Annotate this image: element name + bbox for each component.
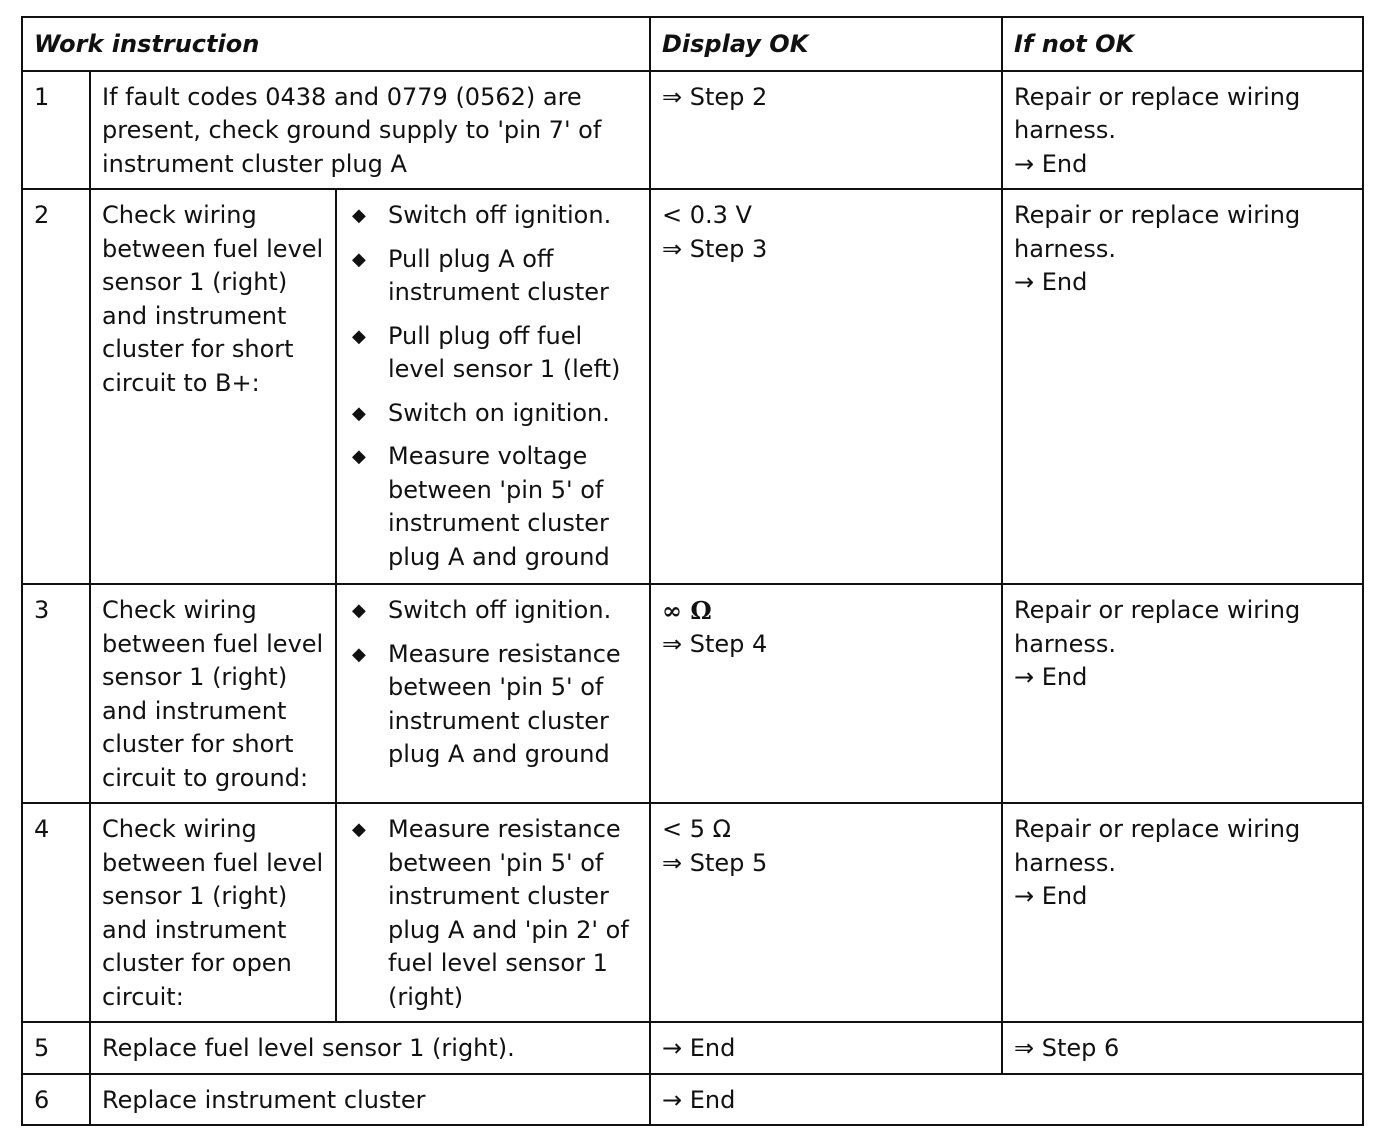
if-not-ok-text: Repair or replace wiring harness. (1014, 201, 1301, 263)
step-number: 3 (22, 584, 90, 803)
display-ok-text: → End (662, 1034, 736, 1062)
if-not-ok-text: Repair or replace wiring harness. (1014, 82, 1301, 144)
if-not-ok-cell (1002, 189, 1363, 584)
table-row (22, 189, 1363, 584)
step-instruction: If fault codes 0438 and 0779 (0562) are present, check ground supply to 'pin 7' of instrument cluster plug A (90, 71, 650, 190)
diamond-bullet-icon: ◆ (352, 325, 366, 347)
display-ok-text: ⇒ Step 2 (662, 82, 768, 111)
header-row (22, 17, 1363, 71)
header-work-instruction: Work instruction (22, 17, 650, 71)
table-row (22, 803, 1363, 1022)
action-item: ◆ Switch on ignition. (348, 397, 639, 431)
if-not-ok-text: → End (1014, 268, 1088, 296)
step-instruction: Check wiring between fuel level sensor 1 (right) and instrument cluster for short circuit to B+: (90, 189, 336, 584)
display-ok-cell (650, 584, 1002, 803)
display-ok-cell (650, 803, 1002, 1022)
display-ok-text: < 0.3 V (662, 201, 752, 229)
diamond-bullet-icon: ◆ (352, 600, 366, 621)
step-number: 2 (22, 189, 90, 584)
step-instruction: Check wiring between fuel level sensor 1 (right) and instrument cluster for short circuit to ground: (90, 584, 336, 803)
diamond-bullet-icon: ◆ (352, 446, 366, 467)
step-instruction: Check wiring between fuel level sensor 1 (right) and instrument cluster for open circuit: (90, 803, 336, 1022)
table-row (22, 1074, 1363, 1126)
display-ok-cell (650, 189, 1002, 584)
diamond-bullet-icon: ◆ (352, 402, 366, 424)
action-item: ◆ Measure voltage between 'pin 5' of instrument cluster plug A and ground (352, 442, 610, 571)
header-if-not-ok: If not OK (1002, 17, 1363, 71)
action-item: ◆ Measure resistance between 'pin 5' of instrument cluster plug A and 'pin 2' of fuel level sensor 1 (right) (352, 815, 629, 1011)
action-item: ◆ Switch off ignition. (348, 594, 639, 628)
display-ok-text: ⇒ Step 3 (662, 234, 768, 263)
table-row (22, 1022, 1363, 1074)
diamond-bullet-icon: ◆ (352, 643, 366, 665)
if-not-ok-text: → End (1014, 663, 1088, 691)
if-not-ok-cell (1002, 1022, 1363, 1074)
step-number: 1 (22, 71, 90, 190)
step-number: 5 (22, 1022, 90, 1074)
work-instruction-table (21, 16, 1364, 1126)
if-not-ok-text: Repair or replace wiring harness. (1014, 596, 1301, 658)
step-actions (336, 584, 650, 803)
action-item: ◆ Pull plug A off instrument cluster (352, 244, 609, 306)
display-ok-text: ∞ Ω (662, 596, 712, 625)
header-display-ok: Display OK (650, 17, 1002, 71)
if-not-ok-cell (1002, 71, 1363, 190)
action-item: ◆ Switch off ignition. (348, 199, 639, 233)
display-ok-cell (650, 1074, 1363, 1126)
display-ok-text: → End (662, 1085, 736, 1114)
display-ok-text: ⇒ Step 5 (662, 848, 768, 877)
if-not-ok-text: Repair or replace wiring harness. (1014, 815, 1301, 877)
if-not-ok-text: → End (1014, 882, 1088, 910)
diamond-bullet-icon: ◆ (352, 248, 366, 270)
table-row (22, 584, 1363, 803)
diamond-bullet-icon: ◆ (352, 205, 366, 226)
if-not-ok-text: → End (1014, 149, 1088, 178)
display-ok-text: ⇒ Step 4 (662, 629, 768, 658)
action-item: ◆ Pull plug off fuel level sensor 1 (left) (352, 321, 621, 383)
step-number: 6 (22, 1074, 90, 1126)
display-ok-cell (650, 1022, 1002, 1074)
table-row (22, 71, 1363, 190)
display-ok-cell (650, 71, 1002, 190)
action-item: ◆ Measure resistance between 'pin 5' of instrument cluster plug A and ground (352, 639, 621, 768)
step-instruction: Replace instrument cluster (90, 1074, 650, 1126)
step-actions (336, 803, 650, 1022)
diamond-bullet-icon: ◆ (352, 819, 366, 840)
if-not-ok-cell (1002, 803, 1363, 1022)
if-not-ok-text: ⇒ Step 6 (1014, 1034, 1120, 1062)
step-number: 4 (22, 803, 90, 1022)
step-instruction: Replace fuel level sensor 1 (right). (90, 1022, 650, 1074)
step-actions (336, 189, 650, 584)
display-ok-text: < 5 Ω (662, 815, 731, 843)
if-not-ok-cell (1002, 584, 1363, 803)
